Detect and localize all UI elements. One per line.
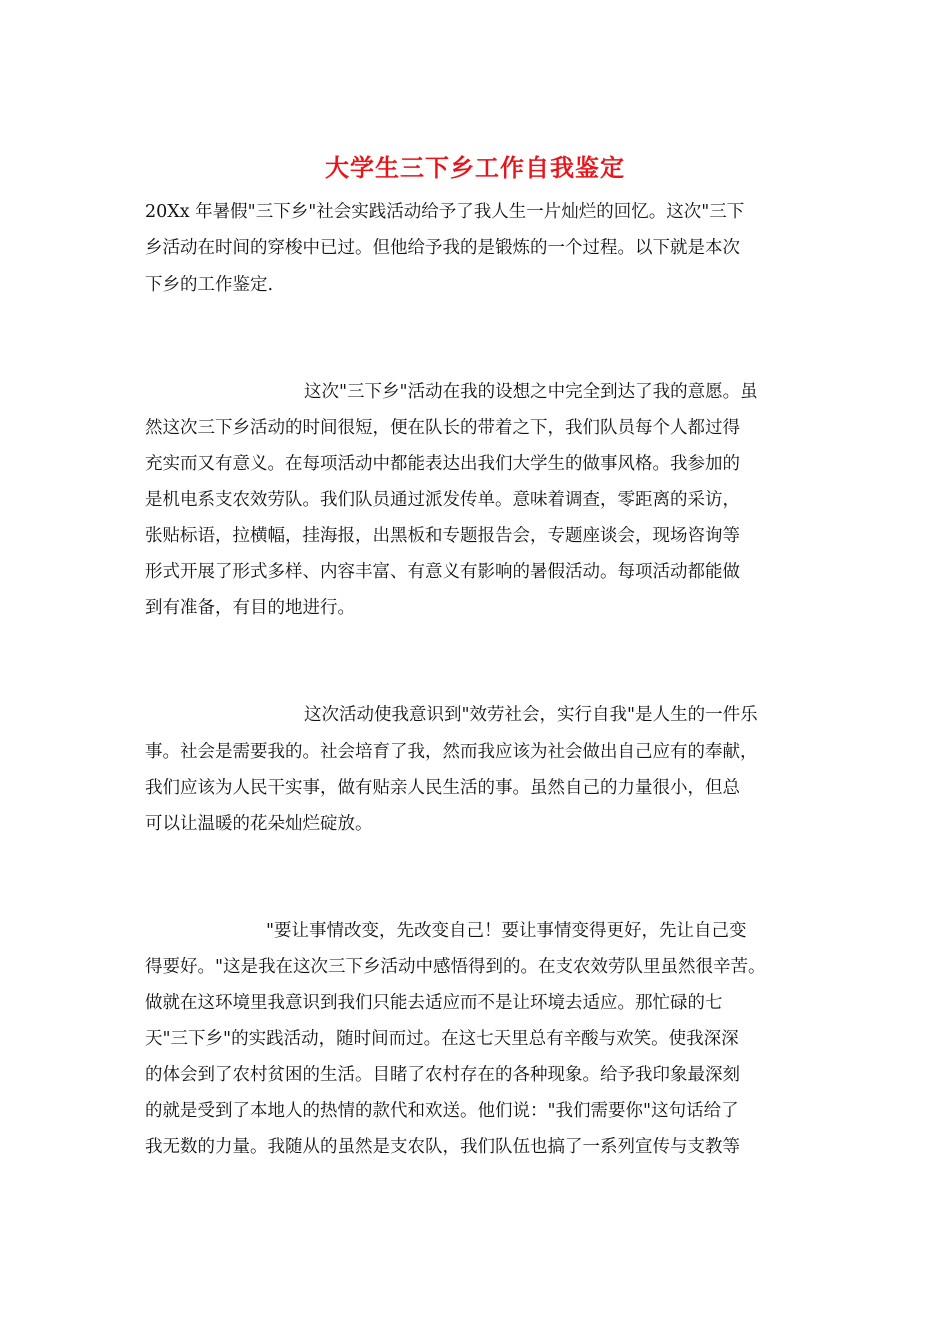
paragraph-line: 这次活动使我意识到"效劳社会，实行自我"是人生的一件乐 [304, 705, 758, 725]
paragraph-line: 可以让温暖的花朵灿烂碇放。 [145, 814, 373, 834]
document-title: 大学生三下乡工作自我鉴定 [325, 154, 625, 182]
paragraph-line: 的体会到了农村贫困的生活。目睹了农村存在的各种现象。给予我印象最深刻 [145, 1065, 740, 1085]
paragraph-line: 我无数的力量。我随从的虽然是支农队，我们队伍也搞了一系列宣传与支教等 [145, 1137, 740, 1157]
paragraph-line: 充实而又有意义。在每项活动中都能表达出我们大学生的做事风格。我参加的 [145, 454, 740, 474]
paragraph-line: 的就是受到了本地人的热情的款代和欢送。他们说："我们需要你"这句话给了 [145, 1101, 739, 1121]
paragraph-line: 到有准备，有目的地进行。 [145, 598, 355, 618]
paragraph-line: "要让事情改变，先改变自己！要让事情变得更好，先让自己变 [266, 921, 747, 941]
paragraph-line: 形式开展了形式多样、内容丰富、有意义有影响的暑假活动。每项活动都能做 [145, 562, 740, 582]
paragraph-line: 20Xx 年暑假"三下乡"社会实践活动给予了我人生一片灿烂的回忆。这次"三下 [145, 202, 745, 222]
paragraph-line: 然这次三下乡活动的时间很短，便在队长的带着之下，我们队员每个人都过得 [145, 418, 740, 438]
paragraph-line: 是机电系支农效劳队。我们队员通过派发传单。意味着调查，零距离的采访， [145, 490, 740, 510]
paragraph-line: 我们应该为人民干实事，做有贴亲人民生活的事。虽然自己的力量很小，但总 [145, 778, 740, 798]
paragraph-line: 天"三下乡"的实践活动，随时间而过。在这七天里总有辛酸与欢笑。使我深深 [145, 1029, 739, 1049]
paragraph-line: 得要好。"这是我在这次三下乡活动中感悟得到的。在支农效劳队里虽然很辛苦。 [145, 957, 766, 977]
paragraph-line: 做就在这环境里我意识到我们只能去适应而不是让环境去适应。那忙碌的七 [145, 993, 723, 1013]
paragraph-line: 下乡的工作鉴定. [145, 275, 274, 295]
paragraph-line: 乡活动在时间的穿梭中已过。但他给予我的是锻炼的一个过程。以下就是本次 [145, 238, 740, 258]
paragraph-line: 事。社会是需要我的。社会培育了我，然而我应该为社会做出自己应有的奉献， [145, 742, 758, 762]
paragraph-line: 张贴标语，拉横幅，挂海报，出黑板和专题报告会，专题座谈会，现场咨询等 [145, 526, 740, 546]
paragraph-line: 这次"三下乡"活动在我的设想之中完全到达了我的意愿。虽 [304, 382, 758, 402]
